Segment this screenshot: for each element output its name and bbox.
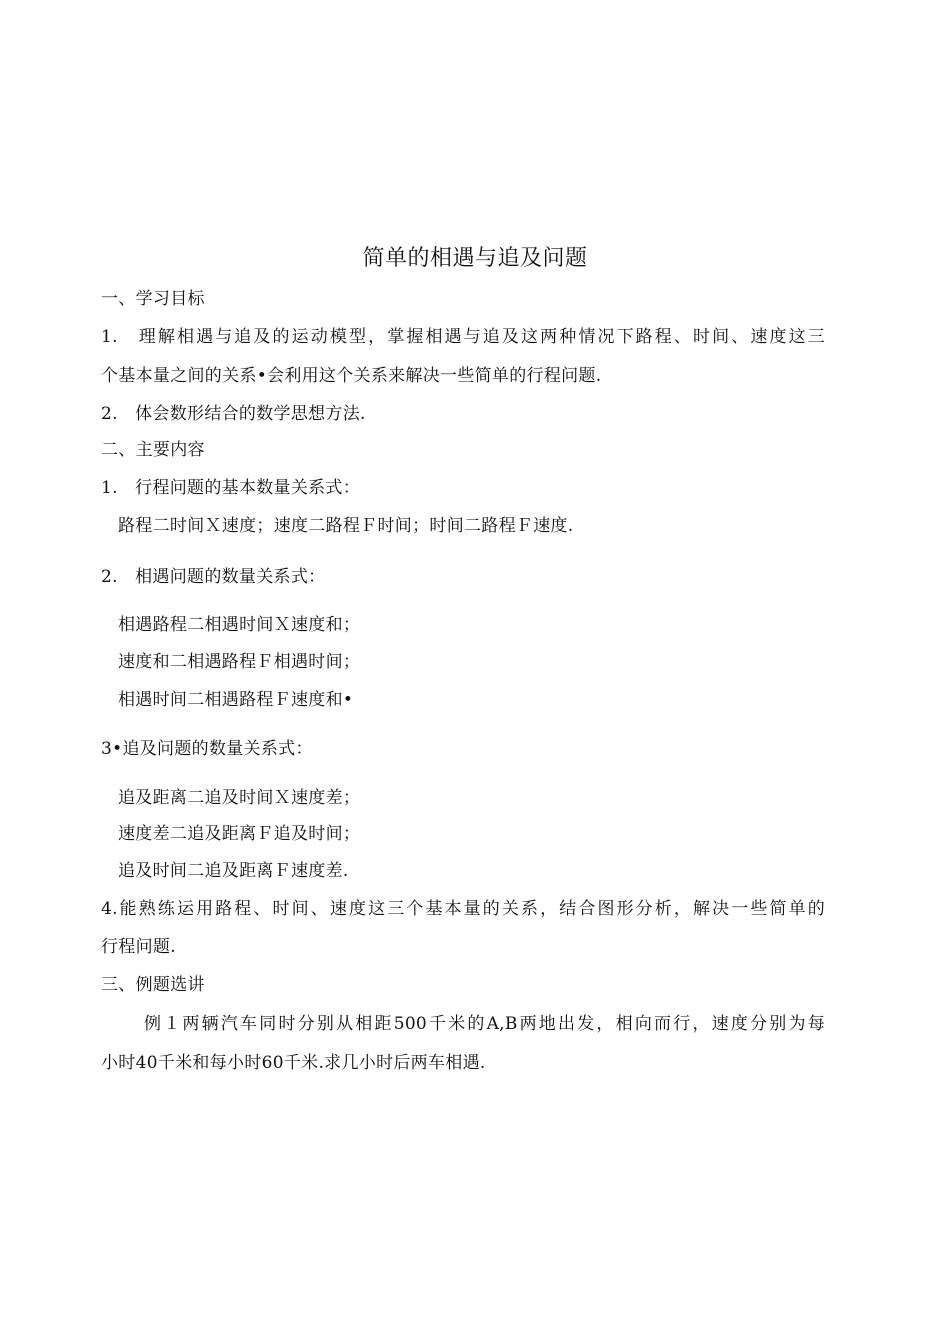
item-2-formula-2: 速度和二相遇路程Ｆ相遇时间； (118, 652, 361, 672)
goal-1-line-1: 1. 理解相遇与追及的运动模型，掌握相遇与追及这两种情况下路程、时间、速度这三 (101, 327, 825, 347)
item-1-formula: 路程二时间Ｘ速度；速度二路程Ｆ时间；时间二路程Ｆ速度. (118, 516, 574, 536)
content-heading: 二、主要内容 (101, 440, 205, 460)
item-2-formula-1: 相遇路程二相遇时间Ｘ速度和； (118, 615, 361, 635)
document-title: 简单的相遇与追及问题 (362, 246, 588, 271)
item-4-line-2: 行程问题. (101, 937, 176, 957)
item-3-formula-1: 追及距离二追及时间Ｘ速度差； (118, 788, 361, 808)
item-2-heading: 2. 相遇问题的数量关系式： (101, 567, 326, 587)
item-3-formula-2: 速度差二追及距离Ｆ追及时间； (118, 824, 361, 844)
item-1-heading: 1. 行程问题的基本数量关系式： (101, 478, 361, 498)
item-4-line-1: 4.能熟练运用路程、时间、速度这三个基本量的关系，结合图形分析，解决一些简单的 (101, 899, 825, 919)
examples-heading: 三、例题选讲 (101, 975, 205, 995)
example-1-line-1: 例１两辆汽车同时分别从相距500千米的A,B两地出发，相向而行，速度分别为每 (144, 1014, 825, 1034)
goal-1-line-2: 个基本量之间的关系•会利用这个关系来解决一些简单的行程问题. (101, 366, 602, 386)
item-2-formula-3: 相遇时间二相遇路程Ｆ速度和• (118, 690, 354, 710)
goal-2: 2. 体会数形结合的数学思想方法. (101, 404, 366, 424)
example-1-line-2: 小时40千米和每小时60千米.求几小时后两车相遇. (101, 1053, 486, 1073)
item-3-heading: 3•追及问题的数量关系式： (101, 739, 313, 759)
item-3-formula-3: 追及时间二追及距离Ｆ速度差. (118, 861, 349, 881)
goals-heading: 一、学习目标 (101, 289, 205, 309)
